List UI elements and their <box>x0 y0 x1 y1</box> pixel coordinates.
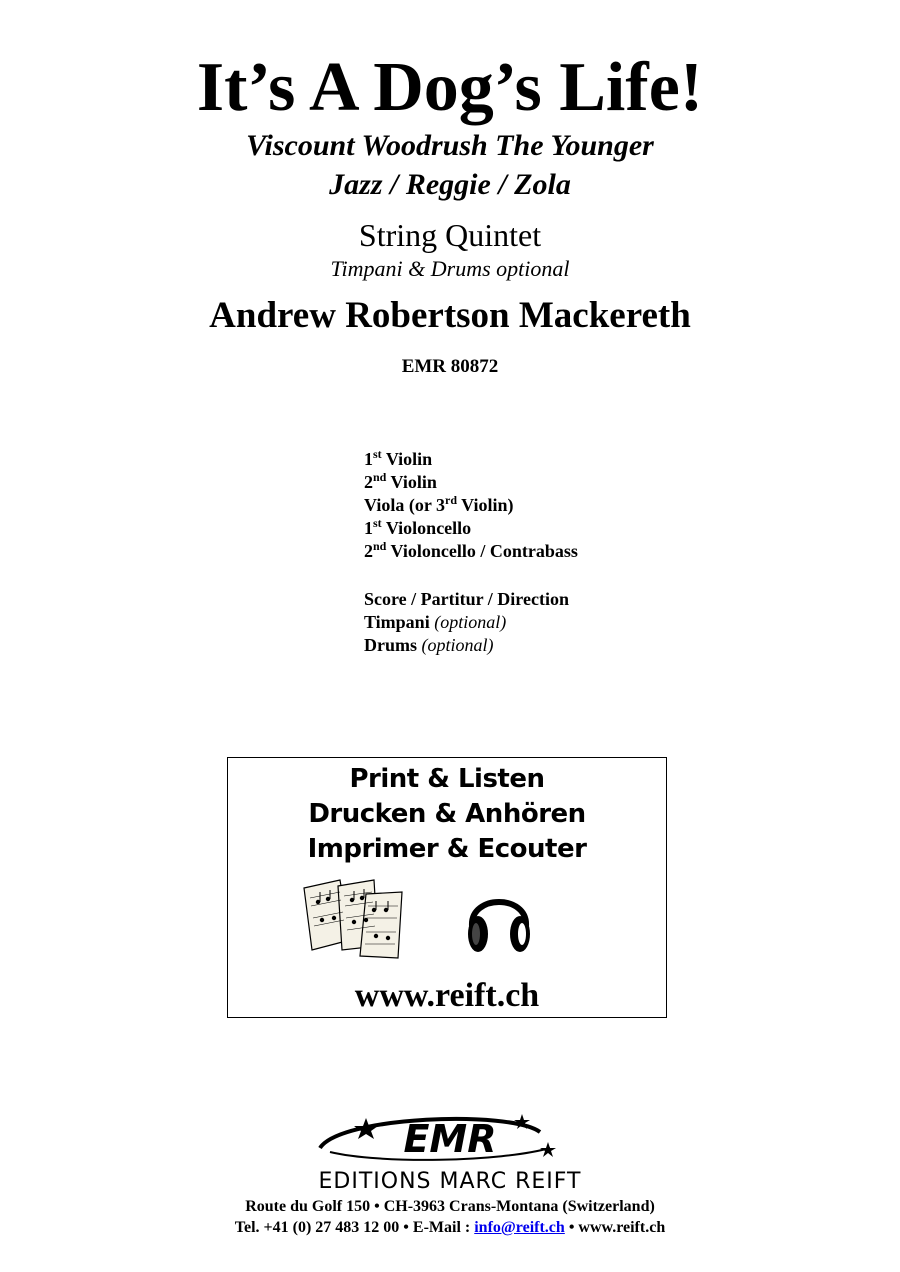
promo-line-english: Print & Listen <box>349 764 545 794</box>
part-spacer <box>364 563 578 588</box>
part-label: Timpani <box>364 612 430 632</box>
part-timpani <box>364 611 578 634</box>
ordinal-suffix: nd <box>373 470 387 484</box>
ordinal-suffix: rd <box>445 493 457 507</box>
part-viola <box>364 494 578 517</box>
optional-instruments-note: Timpani & Drums optional <box>330 256 570 281</box>
part-label: Viola (or 3 <box>364 495 445 515</box>
email-link[interactable]: info@reift.ch <box>474 1219 565 1236</box>
subtitle-line-1: Viscount Woodrush The Younger <box>246 129 654 162</box>
publisher-contact <box>0 1217 900 1239</box>
promo-line-french: Imprimer & Ecouter <box>307 834 587 864</box>
emr-logo-text: EMR <box>403 1117 497 1161</box>
part-drums <box>364 634 578 657</box>
part-number: 2 <box>364 541 373 561</box>
promo-website[interactable]: www.reift.ch <box>354 977 540 1014</box>
print-listen-box <box>227 757 667 1018</box>
publisher-name: EDITIONS MARC REIFT <box>318 1169 582 1194</box>
part-label: Violoncello <box>381 518 472 538</box>
part-violin-2 <box>364 471 578 494</box>
composer: Andrew Robertson Mackereth <box>209 295 691 336</box>
catalog-number: EMR 80872 <box>401 356 499 377</box>
part-score: Score / Partitur / Direction <box>364 589 569 609</box>
part-label: Drums <box>364 635 417 655</box>
part-label: Violin <box>386 472 437 492</box>
title: It’s A Dog’s Life! <box>196 49 704 126</box>
optional-note: (optional) <box>421 635 494 655</box>
contact-phone: Tel. +41 (0) 27 483 12 00 • E-Mail : <box>234 1219 475 1236</box>
ordinal-suffix: st <box>373 516 382 530</box>
part-number: 1 <box>364 518 373 538</box>
promo-line-german: Drucken & Anhören <box>308 799 586 829</box>
ensemble: String Quintet <box>358 217 542 253</box>
part-violoncello-1 <box>364 517 578 540</box>
part-label: Violin <box>381 449 433 469</box>
optional-note: (optional) <box>434 612 507 632</box>
parts-list <box>364 448 578 657</box>
emr-logo <box>300 1108 600 1168</box>
ordinal-suffix: st <box>373 447 382 461</box>
part-violoncello-2 <box>364 540 578 563</box>
part-number: 1 <box>364 449 373 469</box>
part-number: 2 <box>364 472 373 492</box>
part-label: Violin) <box>457 495 514 515</box>
subtitle-line-2: Jazz / Reggie / Zola <box>329 168 571 201</box>
part-label: Violoncello / Contrabass <box>386 541 578 561</box>
contact-website: • www.reift.ch <box>564 1219 666 1236</box>
ordinal-suffix: nd <box>373 539 387 553</box>
publisher-address: Route du Golf 150 • CH-3963 Crans-Montana (Switzerland) <box>245 1198 655 1215</box>
headphones-icon <box>464 878 534 958</box>
part-violin-1 <box>364 448 578 471</box>
sheet-music-icon <box>298 876 410 960</box>
